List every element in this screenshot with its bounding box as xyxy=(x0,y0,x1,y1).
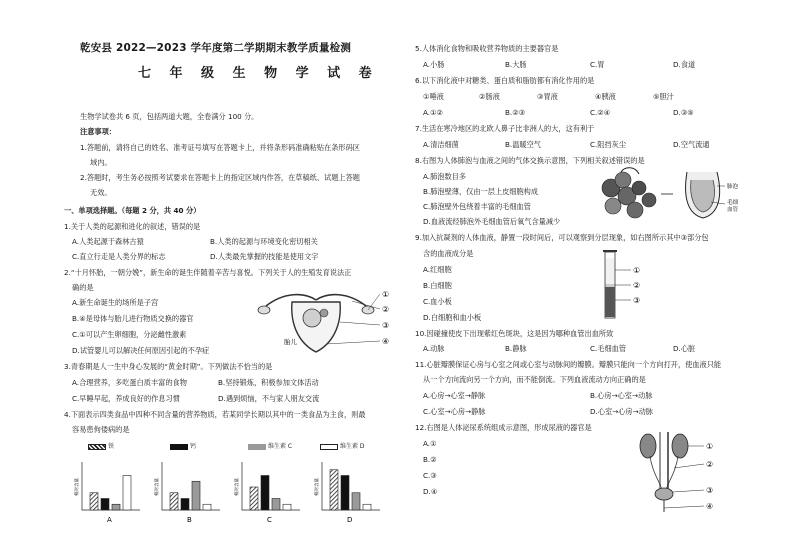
q7-option-c[interactable]: C.阻挡灰尘 xyxy=(590,140,627,149)
q8-option-a[interactable]: A.肺泡数目多 xyxy=(423,172,467,181)
q1-option-d[interactable]: D.人类最先掌握的技能是使用文字 xyxy=(210,252,319,261)
tube-label-1: ① xyxy=(633,266,641,275)
legend-label-calcium: 钙 xyxy=(190,443,197,450)
chart-ylabel: 相对含量 xyxy=(235,478,240,496)
urinary-label-1: ① xyxy=(706,442,714,451)
uterus-label-2: ② xyxy=(382,305,390,314)
urinary-label-3: ③ xyxy=(706,486,714,495)
q9-stem-cont: 含的血液成分是 xyxy=(423,249,474,258)
chart-label-d[interactable]: D xyxy=(347,516,353,524)
q6-item-5: ⑤胆汁 xyxy=(653,92,674,101)
q9-option-a[interactable]: A.红细胞 xyxy=(423,265,452,274)
q2-option-b[interactable]: B.④是母体与胎儿进行物质交换的器官 xyxy=(72,314,194,323)
nutrient-bar-charts xyxy=(68,454,398,526)
q1-option-c[interactable]: C.直立行走是人类分界的标志 xyxy=(72,252,166,261)
chart-ylabel: 相对含量 xyxy=(75,478,80,496)
q11-stem-cont: 从一个方向流向另一个方向，而不能倒流。下列血液流动方向正确的是 xyxy=(423,375,646,384)
q9-stem: 9.加入抗凝剂的人体血液，静置一段时间后，可以观察到分层现象，如右图所示其中③部分包 xyxy=(415,233,709,242)
bar-c-1 xyxy=(250,487,258,510)
urinary-label-2: ② xyxy=(706,460,714,469)
q6-option-d[interactable]: D.③⑤ xyxy=(673,108,694,117)
q5-option-b[interactable]: B.大肠 xyxy=(505,60,527,69)
q7-option-b[interactable]: B.温暖空气 xyxy=(505,140,541,149)
uterus-figure xyxy=(254,286,394,358)
q2-stem: 2.“十月怀胎，一朝分娩”，新生命的诞生伴随着辛苦与喜悦。下列关于人的生殖发育说法正 xyxy=(64,268,352,277)
chart-legend xyxy=(88,443,388,453)
q4-stem-cont: 容易患佝偻病的是 xyxy=(72,425,130,434)
notice-title: 注意事项： xyxy=(80,127,116,136)
q10-option-c[interactable]: C.毛细血管 xyxy=(590,344,627,353)
kidney-right xyxy=(672,434,688,458)
q11-option-b[interactable]: B.心房→心室→动脉 xyxy=(590,391,653,400)
alveoli-figure xyxy=(591,166,751,226)
legend-swatch-iron xyxy=(88,444,106,450)
q2-option-c[interactable]: C.①可以产生卵细胞，分泌雌性激素 xyxy=(72,330,187,339)
q9-option-b[interactable]: B.白细胞 xyxy=(423,281,452,290)
q12-option-a[interactable]: A.① xyxy=(423,439,437,448)
q1-option-a[interactable]: A.人类起源于森林古猿 xyxy=(72,237,144,246)
chart-panel-a xyxy=(73,462,140,524)
bar-a-4 xyxy=(123,476,131,511)
legend-label-vitd: 维生素 D xyxy=(340,443,365,450)
q10-option-d[interactable]: D.心脏 xyxy=(673,344,696,353)
alveoli-label-1: 肺泡 xyxy=(727,184,739,190)
bar-a-3 xyxy=(112,504,120,510)
q12-option-c[interactable]: C.③ xyxy=(423,471,437,480)
exam-title: 乾安县 2022—2023 学年度第二学期期末教学质量检测 xyxy=(80,42,352,54)
bar-b-1 xyxy=(170,493,178,510)
q11-stem: 11.心脏瓣膜保证心房与心室之间或心室与动脉间的瓣膜。瓣膜只能向一个方向打开，使血液只能 xyxy=(415,360,722,369)
q8-option-c[interactable]: C.肺泡壁外包绕着丰富的毛细血管 xyxy=(423,202,531,211)
chart-label-c[interactable]: C xyxy=(267,516,272,524)
legend-swatch-vitd xyxy=(320,444,338,450)
chart-panel-b xyxy=(153,462,220,524)
chart-panel-d xyxy=(313,462,380,524)
q9-option-c[interactable]: C.血小板 xyxy=(423,297,452,306)
exam-subtitle: 七 年 级 生 物 学 试 卷 xyxy=(138,66,379,81)
bar-d-2 xyxy=(341,476,349,511)
q11-option-c[interactable]: C.心室→心房→静脉 xyxy=(423,407,486,416)
q12-stem: 12.右图是人体泌尿系统组成示意图，形成尿液的器官是 xyxy=(415,423,592,432)
q7-stem: 7.生活在寒冷地区的北欧人鼻子比非洲人的大，这有利于 xyxy=(415,124,595,133)
section-title: 一、单项选择题。（每题 2 分，共 40 分） xyxy=(64,206,201,215)
bar-c-4 xyxy=(283,504,291,510)
uterus-label-4: ④ xyxy=(382,337,390,346)
bar-c-3 xyxy=(272,499,280,511)
q12-option-b[interactable]: B.② xyxy=(423,455,437,464)
q2-stem-cont: 确的是 xyxy=(72,283,94,292)
q6-item-1: ①唾液 xyxy=(423,92,444,101)
q9-option-d[interactable]: D.白细胞和血小板 xyxy=(423,313,482,322)
alveoli-cluster xyxy=(602,172,656,218)
q6-item-4: ④胰液 xyxy=(595,92,616,101)
q1-stem: 1.关于人类的起源和进化的叙述，错误的是 xyxy=(64,222,201,231)
q10-option-b[interactable]: B.静脉 xyxy=(505,344,527,353)
fetus-icon xyxy=(303,309,321,327)
q11-option-a[interactable]: A.心房→心室→静脉 xyxy=(423,391,486,400)
q12-option-d[interactable]: D.④ xyxy=(423,487,438,496)
bar-a-2 xyxy=(101,499,109,511)
alveoli-label-2: 毛细 xyxy=(727,200,739,206)
legend-label-vitc: 维生素 C xyxy=(268,443,293,450)
chart-label-b[interactable]: B xyxy=(187,516,192,524)
q5-option-a[interactable]: A.小肠 xyxy=(423,60,445,69)
urinary-label-4: ④ xyxy=(706,502,714,511)
plasma-layer xyxy=(606,258,615,284)
bar-c-2 xyxy=(261,476,269,511)
ovary-left xyxy=(258,306,270,314)
q5-option-c[interactable]: C.胃 xyxy=(590,60,605,69)
q6-item-2: ②肠液 xyxy=(479,92,500,101)
rbc-layer xyxy=(606,287,615,317)
q6-stem: 6.以下消化液中对糖类、蛋白质和脂肪都有消化作用的是 xyxy=(415,76,595,85)
q10-stem: 10.因碰撞使皮下出现紫红色斑块，这是因为哪种血管出血所致 xyxy=(415,329,614,338)
q7-option-a[interactable]: A.清洁细菌 xyxy=(423,140,459,149)
q5-option-d[interactable]: D.食道 xyxy=(673,60,696,69)
placenta-icon xyxy=(320,309,328,317)
q8-option-d[interactable]: D.血液流经肺泡外毛细血管后氧气含量减少 xyxy=(423,217,561,226)
notice-1: 1.答题前，请将自己的姓名、准考证号填写在答题卡上，并将条形码准确粘贴在条形码区 xyxy=(80,143,360,152)
alveoli-label-3: 血管 xyxy=(727,207,739,213)
q4-stem: 4.下面表示四类食品中四种不同含量的营养物质，若某同学长期以其中的一类食品为主食，则最 xyxy=(64,410,366,419)
kidney-left xyxy=(640,434,656,458)
chart-panel-c xyxy=(233,462,300,524)
q3-option-a[interactable]: A.合理营养，多吃蛋白质丰富的食物 xyxy=(72,378,187,387)
legend-label-iron: 铁 xyxy=(108,443,115,450)
tube-label-3: ③ xyxy=(633,296,641,305)
bar-b-2 xyxy=(181,499,189,511)
q3-option-d[interactable]: D.遇到烦恼，不与家人朋友交流 xyxy=(218,394,320,403)
q2-option-a[interactable]: A.新生命诞生的场所是子宫 xyxy=(72,298,159,307)
bar-d-4 xyxy=(363,504,371,510)
q3-stem: 3.青春期是人一生中身心发展的“黄金时期”。下列做法不恰当的是 xyxy=(64,362,273,371)
legend-swatch-calcium xyxy=(170,444,188,450)
tube-label-2: ② xyxy=(633,281,641,290)
q8-stem: 8.右图为人体肺泡与血液之间的气体交换示意图，下列相关叙述错误的是 xyxy=(415,156,645,165)
single-alveolus xyxy=(686,172,720,218)
intro-line: 生物学试卷共 6 页，包括两道大题，全卷满分 100 分。 xyxy=(80,112,259,121)
q7-option-d[interactable]: D.空气流通 xyxy=(673,140,710,149)
legend-swatch-vitc xyxy=(248,444,266,450)
q3-option-b[interactable]: B.坚持锻炼，积极参加文体活动 xyxy=(218,378,319,387)
bar-d-3 xyxy=(352,493,360,510)
chart-ylabel: 相对含量 xyxy=(315,478,320,496)
uterus-label-3: ③ xyxy=(382,321,390,330)
bar-a-1 xyxy=(90,493,98,510)
q2-option-d[interactable]: D.试管婴儿可以解决任何原因引起的不孕症 xyxy=(72,346,210,355)
bar-d-1 xyxy=(330,470,338,510)
q1-option-b[interactable]: B.人类的起源与环境变化密切相关 xyxy=(210,237,318,246)
notice-2-cont: 无效。 xyxy=(90,188,112,197)
bladder xyxy=(655,488,673,500)
urinary-system-figure xyxy=(620,432,730,514)
q11-option-d[interactable]: D.心室→心房→动脉 xyxy=(590,407,653,416)
q10-option-a[interactable]: A.动脉 xyxy=(423,344,445,353)
bar-b-4 xyxy=(203,504,211,510)
q6-option-c[interactable]: C.②④ xyxy=(590,108,611,117)
q3-option-c[interactable]: C.早睡早起，养成良好的作息习惯 xyxy=(72,394,180,403)
buffy-layer xyxy=(606,284,615,287)
chart-ylabel: 相对含量 xyxy=(155,478,160,496)
bar-b-3 xyxy=(192,481,200,510)
q6-option-b[interactable]: B.②③ xyxy=(505,108,526,117)
fetus-caption: 胎儿 xyxy=(284,338,297,346)
q5-stem: 5.人体消化食物和吸收营养物质的主要器官是 xyxy=(415,44,559,53)
notice-2: 2.答题时，考生务必按照考试要求在答题卡上的指定区域内作答，在草稿纸、试题上答题 xyxy=(80,173,360,182)
chart-label-a[interactable]: A xyxy=(107,516,112,524)
test-tube-figure xyxy=(595,250,655,320)
notice-1-cont: 域内。 xyxy=(90,158,112,167)
q8-option-b[interactable]: B.肺泡壁薄，仅由一层上皮细胞构成 xyxy=(423,187,539,196)
q6-option-a[interactable]: A.①② xyxy=(423,108,443,117)
uterus-label-1: ① xyxy=(382,290,390,299)
q6-item-3: ③胃液 xyxy=(537,92,558,101)
